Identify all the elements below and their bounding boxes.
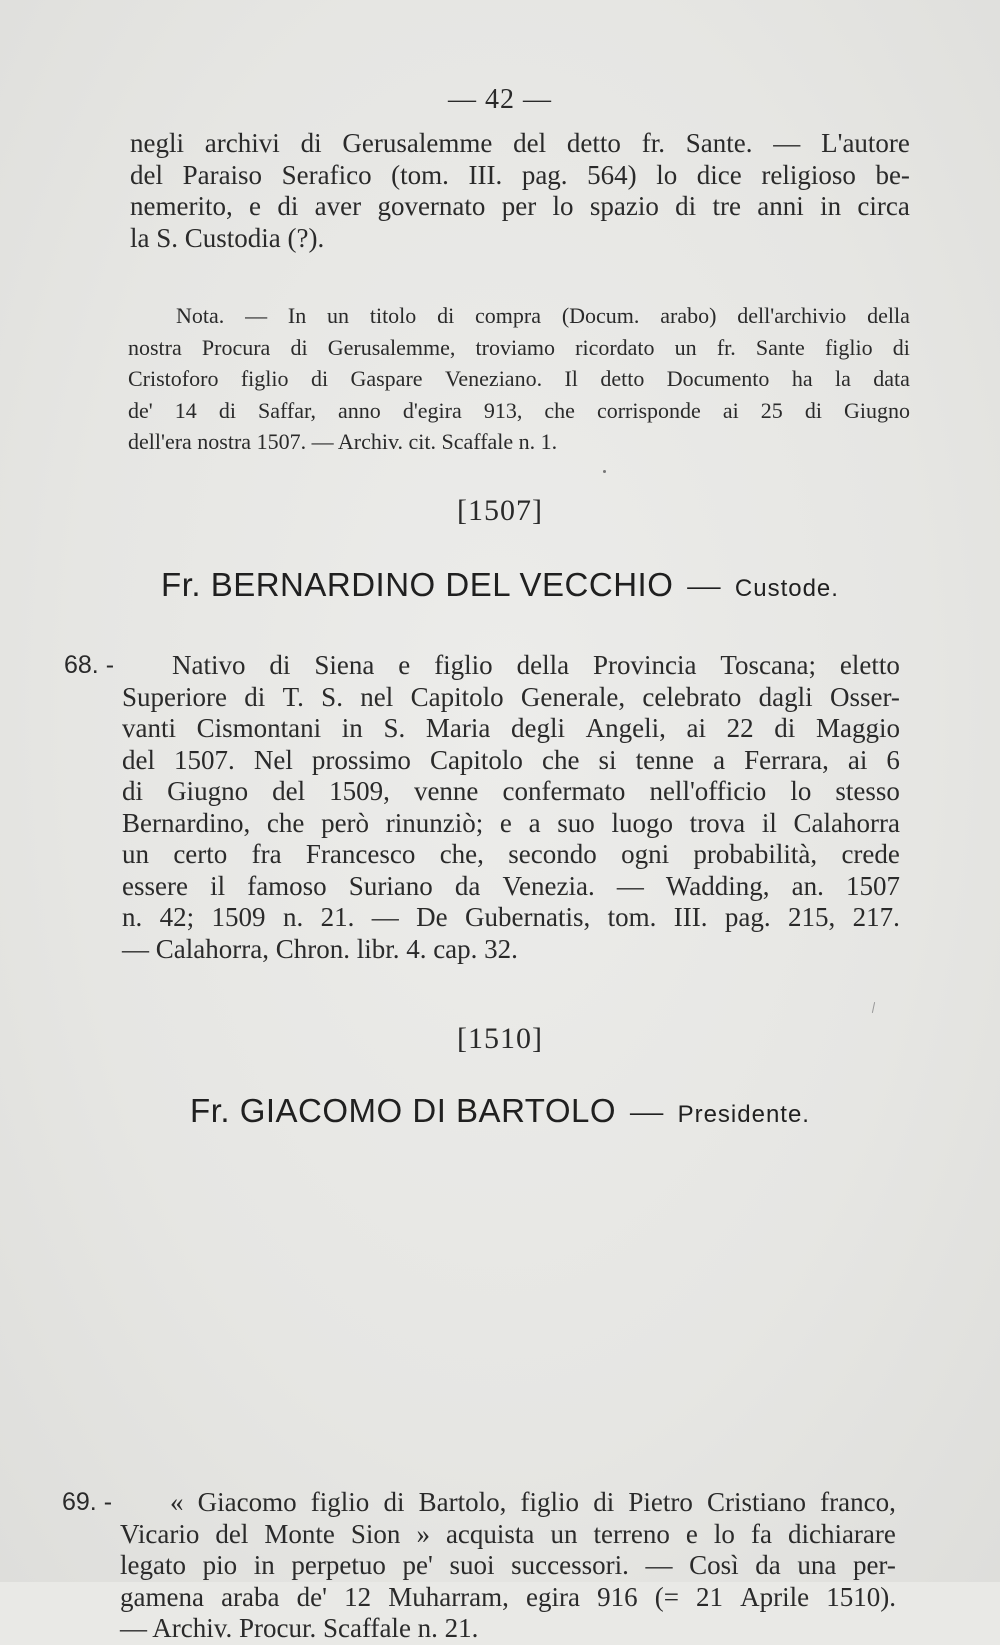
intro-paragraph	[130, 128, 910, 254]
text-line: Nativo di Siena e figlio della Provincia Toscana; eletto	[172, 650, 900, 680]
text-line: un certo fra Francesco che, secondo ogni probabilità, crede	[122, 839, 900, 869]
text-line: essere il famoso Suriano da Venezia. — Wadding, an. 1507	[122, 870, 900, 901]
text-line: dell'era nostra 1507. — Archiv. cit. Scaffale n. 1.	[128, 429, 558, 454]
text-line: « Giacomo figlio di Bartolo, figlio di Pietro Cristiano franco,	[170, 1487, 896, 1517]
text-line: Nota. — In un titolo di compra (Docum. arabo) dell'archivio della	[176, 303, 910, 328]
text-line: vanti Cismontani in S. Maria degli Angeli, ai 22 di Maggio	[122, 713, 900, 743]
heading-name: GIACOMO DI BARTOLO	[239, 1092, 617, 1129]
text-line: del 1507. Nel prossimo Capitolo che si tenne a Ferrara, ai 6	[122, 744, 900, 775]
heading-prefix: Fr.	[161, 566, 202, 603]
text-line: gamena araba de' 12 Muharram, egira 916 (= 21 Aprile 1510).	[120, 1581, 896, 1612]
text-line: negli archivi di Gerusalemme del detto fr. Sante. — L'autore	[130, 128, 910, 158]
text-line: — Archiv. Procur. Scaffale n. 21.	[120, 1613, 479, 1643]
entry-number: 69. -	[62, 1488, 113, 1516]
text-line: nostra Procura di Gerusalemme, troviamo ricordato un fr. Sante figlio di	[128, 334, 910, 360]
print-mark	[872, 1002, 875, 1013]
text-line: Cristoforo figlio di Gaspare Veneziano. Il detto Documento ha la data	[128, 366, 910, 391]
heading-role: Custode.	[734, 575, 839, 602]
text-line: di Giugno del 1509, venne confermato nell'officio lo stesso	[122, 776, 900, 806]
heading-dash: —	[630, 1094, 664, 1130]
year-heading-1510: [1510]	[457, 1022, 543, 1055]
year-heading-1507: [1507]	[457, 494, 543, 527]
page-number: — 42 —	[448, 84, 552, 115]
text-line: nemerito, e di aver governato per lo spazio di tre anni in circa	[130, 191, 910, 221]
text-line: Superiore di T. S. nel Capitolo Generale, celebrato dagli Osser-	[122, 681, 900, 712]
section-heading-bernardino	[0, 566, 1000, 605]
text-line: la S. Custodia (?).	[130, 222, 325, 253]
entry-68	[64, 650, 900, 965]
print-speck	[603, 470, 606, 473]
text-line: del Paraiso Serafico (tom. III. pag. 564) lo dice religioso be-	[130, 159, 910, 190]
text-line: — Calahorra, Chron. libr. 4. cap. 32.	[122, 933, 518, 964]
text-line: n. 42; 1509 n. 21. — De Gubernatis, tom. III. pag. 215, 217.	[122, 902, 900, 932]
entry-number: 68. -	[64, 651, 115, 679]
text-line: Bernardino, che però rinunziò; e a suo luogo trova il Calahorra	[122, 807, 900, 838]
note-paragraph	[128, 300, 910, 458]
text-line: legato pio in perpetuo pe' suoi successori. — Così da una per-	[120, 1550, 896, 1580]
heading-prefix: Fr.	[190, 1092, 231, 1129]
heading-role: Presidente.	[677, 1101, 810, 1128]
entry-69	[62, 1487, 896, 1645]
heading-name: BERNARDINO DEL VECCHIO	[210, 566, 674, 603]
text-line: de' 14 di Saffar, anno d'egira 913, che corrisponde ai 25 di Giugno	[128, 397, 910, 423]
section-heading-giacomo	[0, 1092, 1000, 1131]
heading-dash: —	[687, 568, 721, 604]
text-line: Vicario del Monte Sion » acquista un terreno e lo fa dichiarare	[120, 1518, 896, 1549]
